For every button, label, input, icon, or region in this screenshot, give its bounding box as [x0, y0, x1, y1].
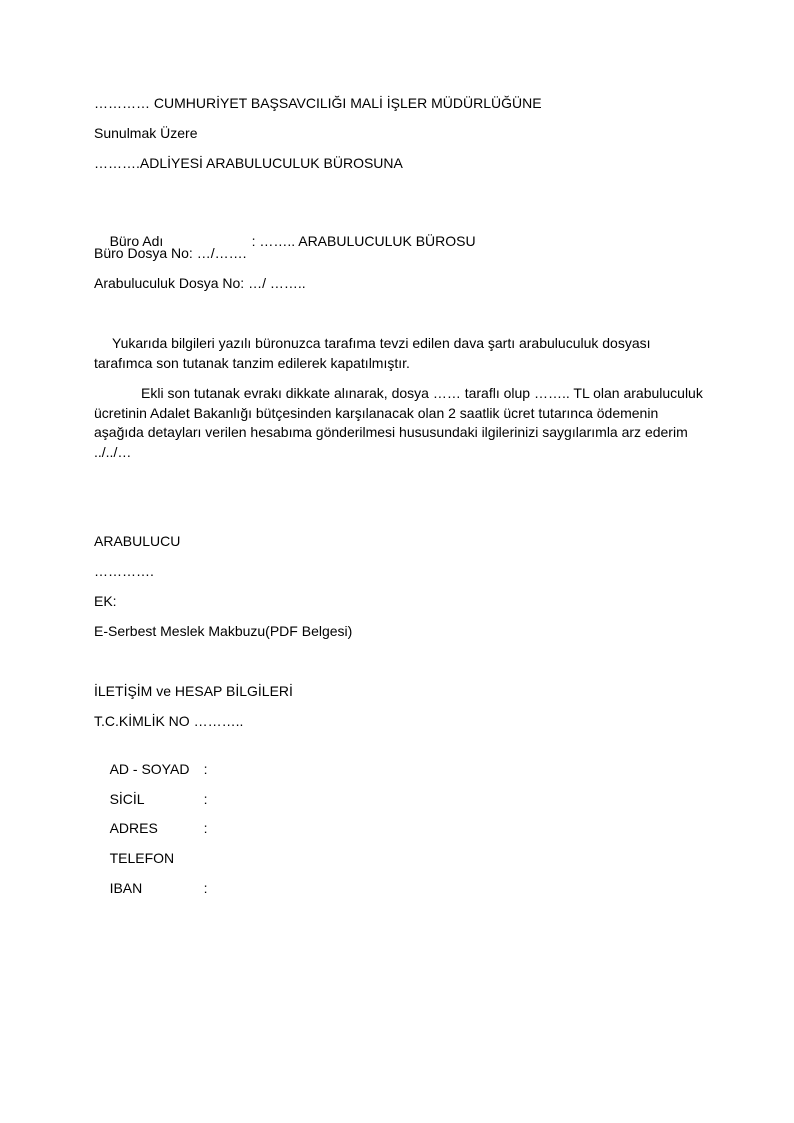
arabuluculuk-dosya-no-line: Arabuluculuk Dosya No: …/ …….. — [94, 275, 306, 291]
buro-dosya-no-line: Büro Dosya No: …/……. — [94, 245, 247, 261]
contact-row-label: ADRES — [109, 820, 158, 836]
signature-title: ARABULUCU — [94, 533, 181, 549]
body-paragraph-1: Yukarıda bilgileri yazılı büronuzca tarafıma tevzi edilen dava şartı arabuluculuk dosyası tarafımca son tutanak tanzim edilerek kapatılmıştır. — [94, 335, 651, 371]
contact-row-label: IBAN — [109, 880, 143, 896]
signature-name: …………. — [94, 563, 154, 579]
contact-row-label: TELEFON — [109, 850, 175, 866]
addressee-line: ………… CUMHURİYET BAŞSAVCILIĞI MALİ İŞLER MÜDÜRLÜĞÜNE — [94, 95, 542, 111]
attachment-item: E-Serbest Meslek Makbuzu(PDF Belgesi) — [94, 623, 353, 639]
contact-row-sep: : — [203, 761, 208, 777]
contact-row-label: AD - SOYAD — [109, 761, 190, 777]
contact-row-iban — [94, 861, 207, 915]
via-line: Sunulmak Üzere — [94, 125, 198, 141]
attachment-label: EK: — [94, 593, 117, 609]
contact-row-sep: : — [203, 880, 208, 896]
body-paragraph-2: Ekli son tutanak evrakı dikkate alınarak, dosya …… taraflı olup …….. TL olan arabuluculuk ücretinin Adalet Bakanlığı bütçesinden karşılanacak olan 2 saatlik ücret tutarınca ödemenin aşağıda detayları verilen hesabıma gönderilmesi hususundaki ilgilerinizi saygılarımla arz ederim ../../… — [94, 385, 703, 460]
tc-kimlik-line: T.C.KİMLİK NO ……….. — [94, 713, 244, 729]
contact-row-sep: : — [203, 820, 208, 836]
contact-row-label: SİCİL — [109, 791, 145, 807]
buro-adi-label: Büro Adı — [109, 233, 164, 249]
office-line: ……….ADLİYESİ ARABULUCULUK BÜROSUNA — [94, 155, 403, 171]
buro-adi-value: : …….. ARABULUCULUK BÜROSU — [251, 233, 476, 249]
contact-heading: İLETİŞİM ve HESAP BİLGİLERİ — [94, 683, 293, 699]
contact-row-sep: : — [203, 791, 208, 807]
